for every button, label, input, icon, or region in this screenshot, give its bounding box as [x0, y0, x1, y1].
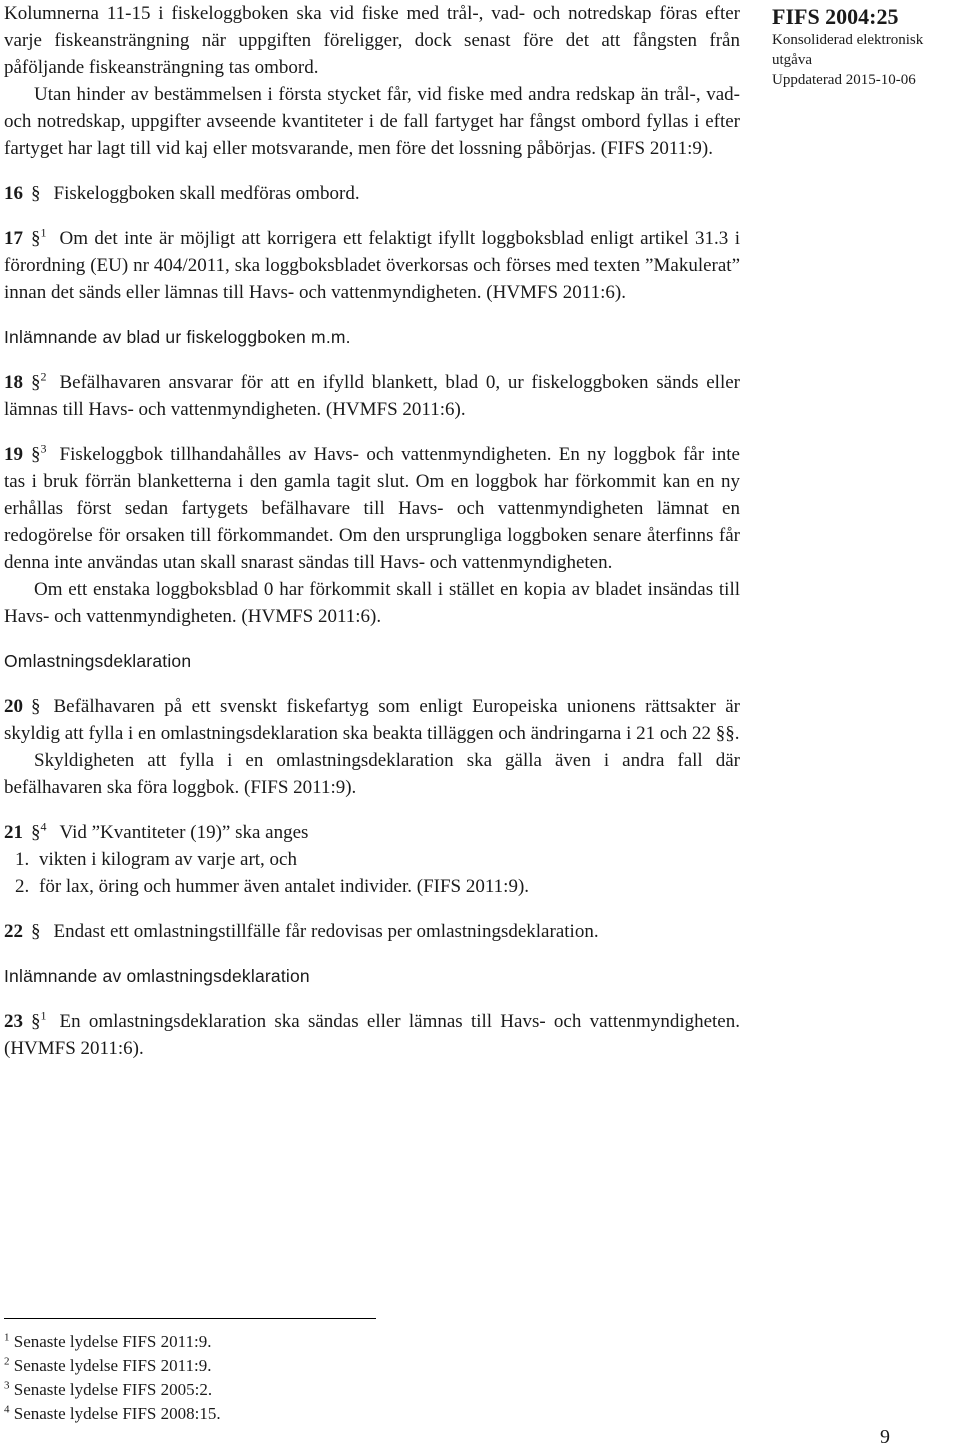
section-sign: §$^1$: [31, 1008, 47, 1032]
section-sign: §$^1$: [31, 225, 47, 249]
section-21: [4, 819, 740, 846]
footnote-ref: 2: [40, 369, 47, 384]
footnote: [4, 1402, 221, 1426]
section-text: Fiskeloggbok tillhandahålles av Havs- och vattenmyndigheten. En ny loggbok får inte tas i bruk förrän blanketterna i den gamla tagit slut. Om en loggbok har förkommit kan en ny erhållas först sedan fartygets befälhavare till Havs- och vattenmyndigheten lämnat en redogörelse för orsaken till förkommandet. Om den ursprungliga loggboken senare återfinns får denna inte användas utan skall snarast sändas till Havs- och vattenmyndigheten.: [4, 444, 740, 573]
section-text: Om det inte är möjligt att korrigera ett felaktigt ifyllt loggboksblad enligt artikel 31.3 i förordning (EU) nr 404/2011, ska loggboksbladet överkorsas och förses med texten ”Makulerat” innan det sänds eller lämnas till Havs- och vattenmyndigheten. (HVMFS 2011:6).: [4, 228, 740, 303]
document-body: [4, 0, 740, 1062]
footnote-number: 3: [4, 1379, 10, 1392]
section-17: [4, 225, 740, 306]
section-sign: §: [31, 921, 41, 942]
footnotes: [4, 1330, 221, 1426]
page-number: 9: [880, 1426, 890, 1448]
paragraph-utan-hinder: Utan hinder av bestämmelsen i första stycket får, vid fiske med andra redskap än trål-, vad- och notredskap, uppgifter avseende kvantiteter i de fall fartyget har fångst ombord fyllas i efter fartyget har lagt till vid kaj eller motsvarande, men före det lossning påbörjas. (FIFS 2011:9).: [4, 84, 740, 159]
section-sign: §$^2$: [31, 369, 47, 393]
section-19: [4, 441, 740, 576]
footnote-text: Senaste lydelse FIFS 2008:15.: [13, 1404, 221, 1423]
section-text: En omlastningsdeklaration ska sändas eller lämnas till Havs- och vattenmyndigheten. (HVMFS 2011:6).: [4, 1011, 740, 1059]
document-header: [772, 4, 960, 90]
section-18: [4, 369, 740, 423]
footnote-text: Senaste lydelse FIFS 2005:2.: [13, 1380, 213, 1399]
section-number: 17: [4, 228, 23, 249]
footnote-number: 1: [4, 1331, 10, 1344]
heading-omlastningsdeklaration: Omlastningsdeklaration: [4, 651, 192, 671]
section-22: [4, 918, 740, 945]
section-number: 20: [4, 696, 23, 717]
section-19-paragraph-2: Om ett enstaka loggboksblad 0 har förkommit skall i stället en kopia av bladet insändas till Havs- och vattenmyndigheten. (HVMFS 2011:6).: [4, 579, 740, 627]
section-16: [4, 180, 740, 207]
footnote-ref: 4: [40, 819, 47, 834]
section-text: Endast ett omlastningstillfälle får redovisas per omlastningsdeklaration.: [53, 921, 599, 942]
footnote: [4, 1354, 221, 1378]
section-number: 23: [4, 1011, 23, 1032]
quantity-list: [4, 846, 740, 900]
document-code: FIFS 2004:25: [772, 4, 899, 29]
list-item: 2. för lax, öring och hummer även antalet individer. (FIFS 2011:9).: [34, 873, 740, 900]
paragraph-columns: Kolumnerna 11-15 i fiskeloggboken ska vid fiske med trål-, vad- och notredskap föras efter varje fiskeansträngning när uppgiften föreligger, dock senast före det att fångsten från påföljande fiskeansträngning tas ombord.: [4, 3, 740, 78]
footnote-ref: 1: [40, 1008, 47, 1023]
footnote-text: Senaste lydelse FIFS 2011:9.: [13, 1356, 212, 1375]
footnote: [4, 1330, 221, 1354]
section-sign: §$^4$: [31, 819, 47, 843]
section-text: Befälhavaren ansvarar för att en ifylld blankett, blad 0, ur fiskeloggboken sänds eller lämnas till Havs- och vattenmyndigheten. (HVMFS 2011:6).: [4, 372, 740, 420]
footnote-ref: 1: [40, 225, 47, 240]
section-text: Befälhavaren på ett svenskt fiskefartyg som enligt Europeiska unionens rättsakter är skyldig att fylla i en omlastningsdeklaration ska beakta tilläggen och ändringarna i 21 och 22 §§.: [4, 696, 740, 744]
heading-inlamnande-blad: Inlämnande av blad ur fiskeloggboken m.m.: [4, 327, 351, 347]
section-sign: §: [31, 696, 41, 717]
section-20: [4, 693, 740, 747]
list-item: 1. vikten i kilogram av varje art, och: [34, 846, 740, 873]
footnote-number: 2: [4, 1355, 10, 1368]
footnote: [4, 1378, 221, 1402]
section-sign: §: [31, 183, 41, 204]
section-number: 22: [4, 921, 23, 942]
updated-date: Uppdaterad 2015-10-06: [772, 72, 916, 88]
footnote-ref: 3: [40, 441, 47, 456]
footnote-divider: [4, 1318, 376, 1319]
footnote-text: Senaste lydelse FIFS 2011:9.: [13, 1332, 212, 1351]
section-text: Fiskeloggboken skall medföras ombord.: [53, 183, 360, 204]
section-number: 19: [4, 444, 23, 465]
section-23: [4, 1008, 740, 1062]
section-number: 18: [4, 372, 23, 393]
edition-label-2: utgåva: [772, 52, 812, 68]
section-20-paragraph-2: Skyldigheten att fylla i en omlastningsdeklaration ska gälla även i andra fall där befälhavaren ska föra loggbok. (FIFS 2011:9).: [4, 750, 740, 798]
section-text: Vid ”Kvantiteter (19)” ska anges: [59, 822, 309, 843]
heading-inlamnande-omlastning: Inlämnande av omlastningsdeklaration: [4, 966, 310, 986]
section-sign: §$^3$: [31, 441, 47, 465]
section-number: 16: [4, 183, 23, 204]
section-number: 21: [4, 822, 23, 843]
edition-label-1: Konsoliderad elektronisk: [772, 32, 924, 48]
footnote-number: 4: [4, 1403, 10, 1416]
